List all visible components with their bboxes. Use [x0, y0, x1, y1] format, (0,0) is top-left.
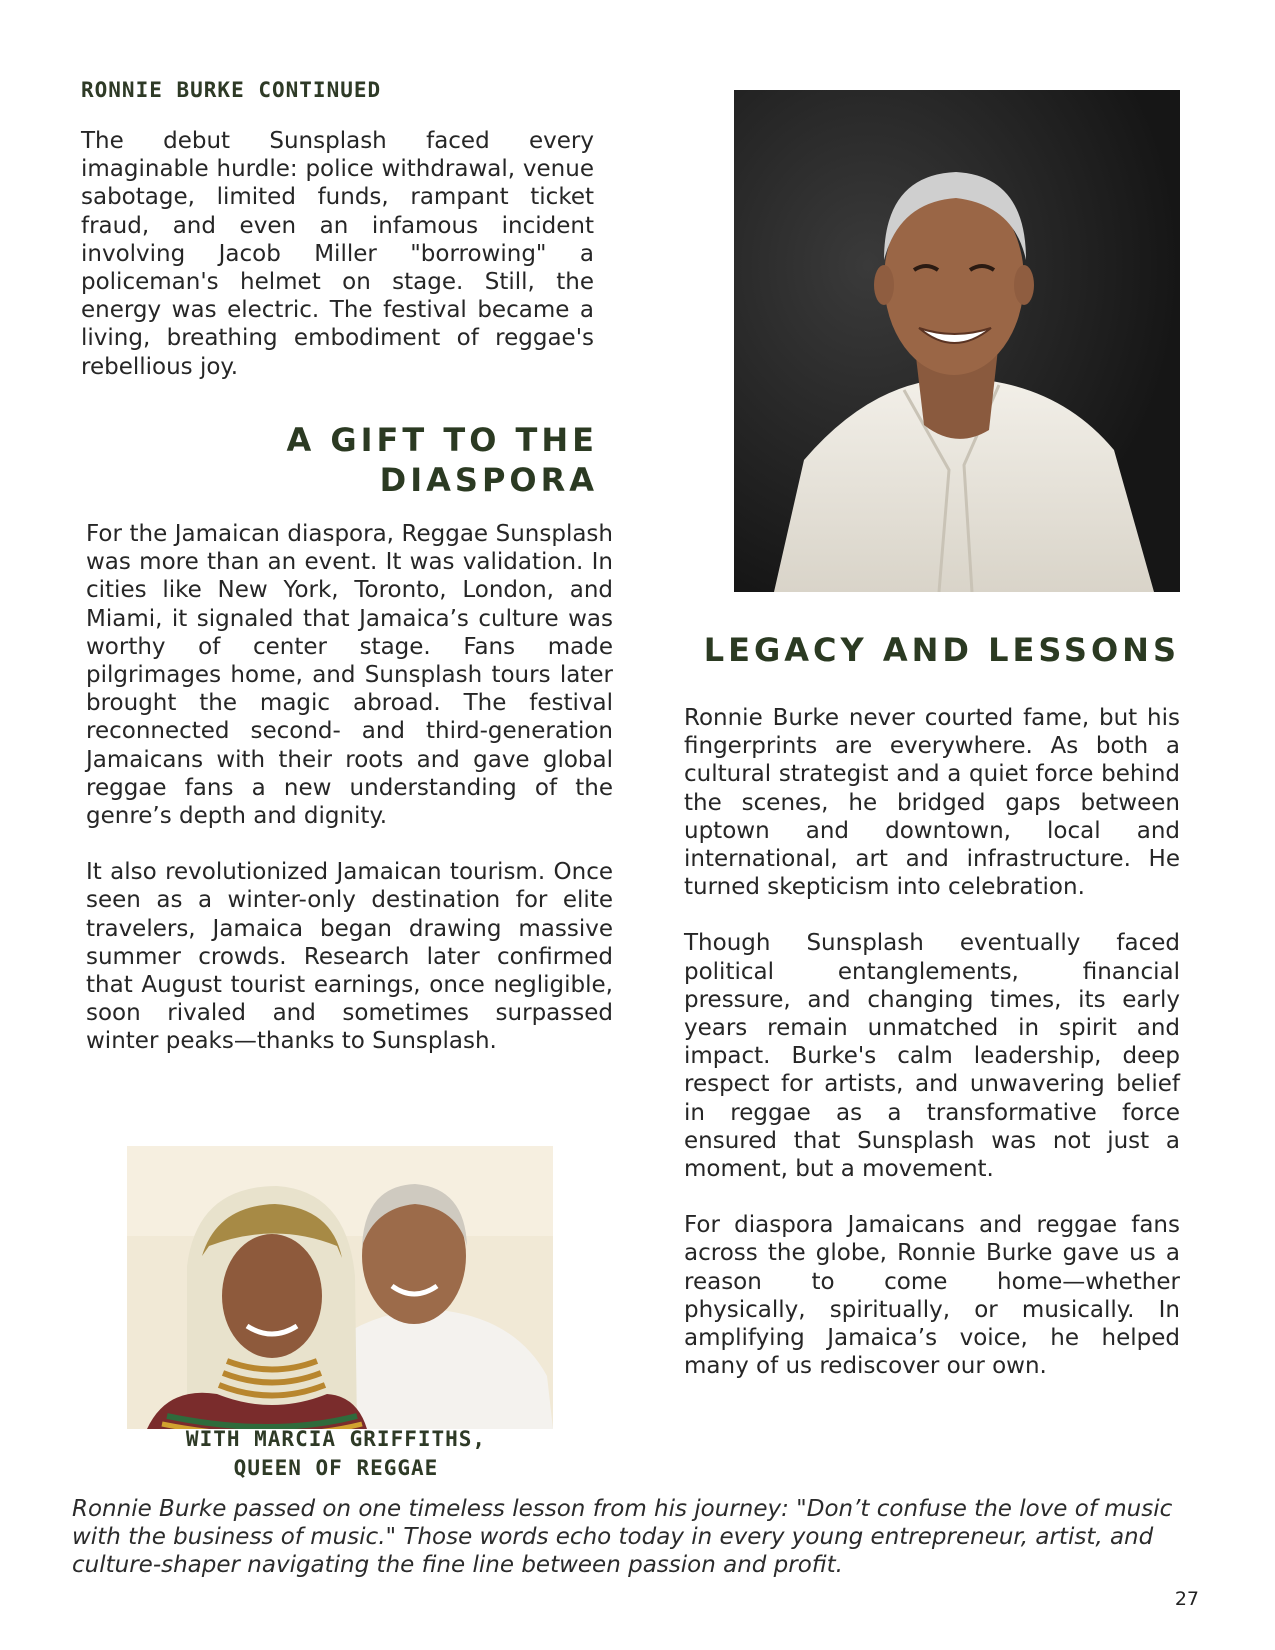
legacy-paragraph-3: For diaspora Jamaicans and reggae fans across the globe, Ronnie Burke gave us a reason to come home—whether physically, spiritually, or musically. In amplifying Jamaica’s voice, he helped many of us rediscover our own. — [684, 1212, 1180, 1380]
legacy-paragraph-1: Ronnie Burke never courted fame, but his fingerprints are everywhere. As both a cultural strategist and a quiet force behind the scenes, he bridged gaps between uptown and downtown, local and international, art and infrastructure. He turned skepticism into celebration. — [684, 705, 1180, 901]
gift-text — [86, 520, 613, 1056]
gift-paragraph-1: For the Jamaican diaspora, Reggae Sunsplash was more than an event. It was validation. In cities like New York, Toronto, London, and Miami, it signaled that Jamaica’s culture was worthy of center stage. Fans made pilgrimages home, and Sunsplash tours later brought the magic abroad. The festival reconnected second- and third-generation Jamaicans with their roots and gave global reggae fans a new understanding of the genre’s depth and dignity. — [86, 521, 613, 830]
photo-with-marcia-griffiths — [127, 1146, 553, 1429]
duo-illustration — [127, 1146, 553, 1429]
intro-text — [81, 127, 594, 381]
heading-gift-to-diaspora — [200, 420, 598, 500]
heading-legacy-and-lessons: LEGACY AND LESSONS — [703, 631, 1180, 669]
heading-gift-line2: DIASPORA — [379, 461, 598, 499]
intro-paragraph: The debut Sunsplash faced every imaginable hurdle: police withdrawal, venue sabotage, limited funds, rampant ticket fraud, and even an infamous incident involving Jacob Miller "borrowing" a policeman's helmet on stage. Still, the energy was electric. The festival became a living, breathing embodiment of reggae's rebellious joy. — [81, 128, 594, 380]
gift-paragraph-2: It also revolutionized Jamaican tourism. Once seen as a winter-only destination for elite travelers, Jamaica began drawing massive summer crowds. Research later confirmed that August tourist earnings, once negligible, soon rivaled and sometimes surpassed winter peaks—thanks to Sunsplash. — [86, 859, 613, 1055]
caption-line1: WITH MARCIA GRIFFITHS, — [185, 1427, 487, 1451]
heading-gift-line1: A GIFT TO THE — [286, 421, 598, 459]
legacy-paragraph-2: Though Sunsplash eventually faced political entanglements, financial pressure, and changing times, its early years remain unmatched in spirit and impact. Burke's calm leadership, deep respect for artists, and unwavering belief in reggae as a transformative force ensured that Sunsplash was not just a moment, but a movement. — [684, 930, 1180, 1183]
portrait-photo — [734, 90, 1180, 592]
page-number: 27 — [1174, 1588, 1199, 1610]
portrait-illustration — [734, 90, 1180, 592]
closing-quote: Ronnie Burke passed on one timeless lesson from his journey: "Don’t confuse the love of music with the business of music." Those words echo today in every young entrepreneur, artist, and culture-shaper navigating the fine line between passion and profit. — [72, 1496, 1173, 1578]
caption-line2: QUEEN OF REGGAE — [233, 1456, 439, 1480]
legacy-text — [684, 704, 1180, 1380]
photo-caption — [120, 1425, 552, 1483]
section-kicker: RONNIE BURKE CONTINUED — [81, 78, 382, 102]
